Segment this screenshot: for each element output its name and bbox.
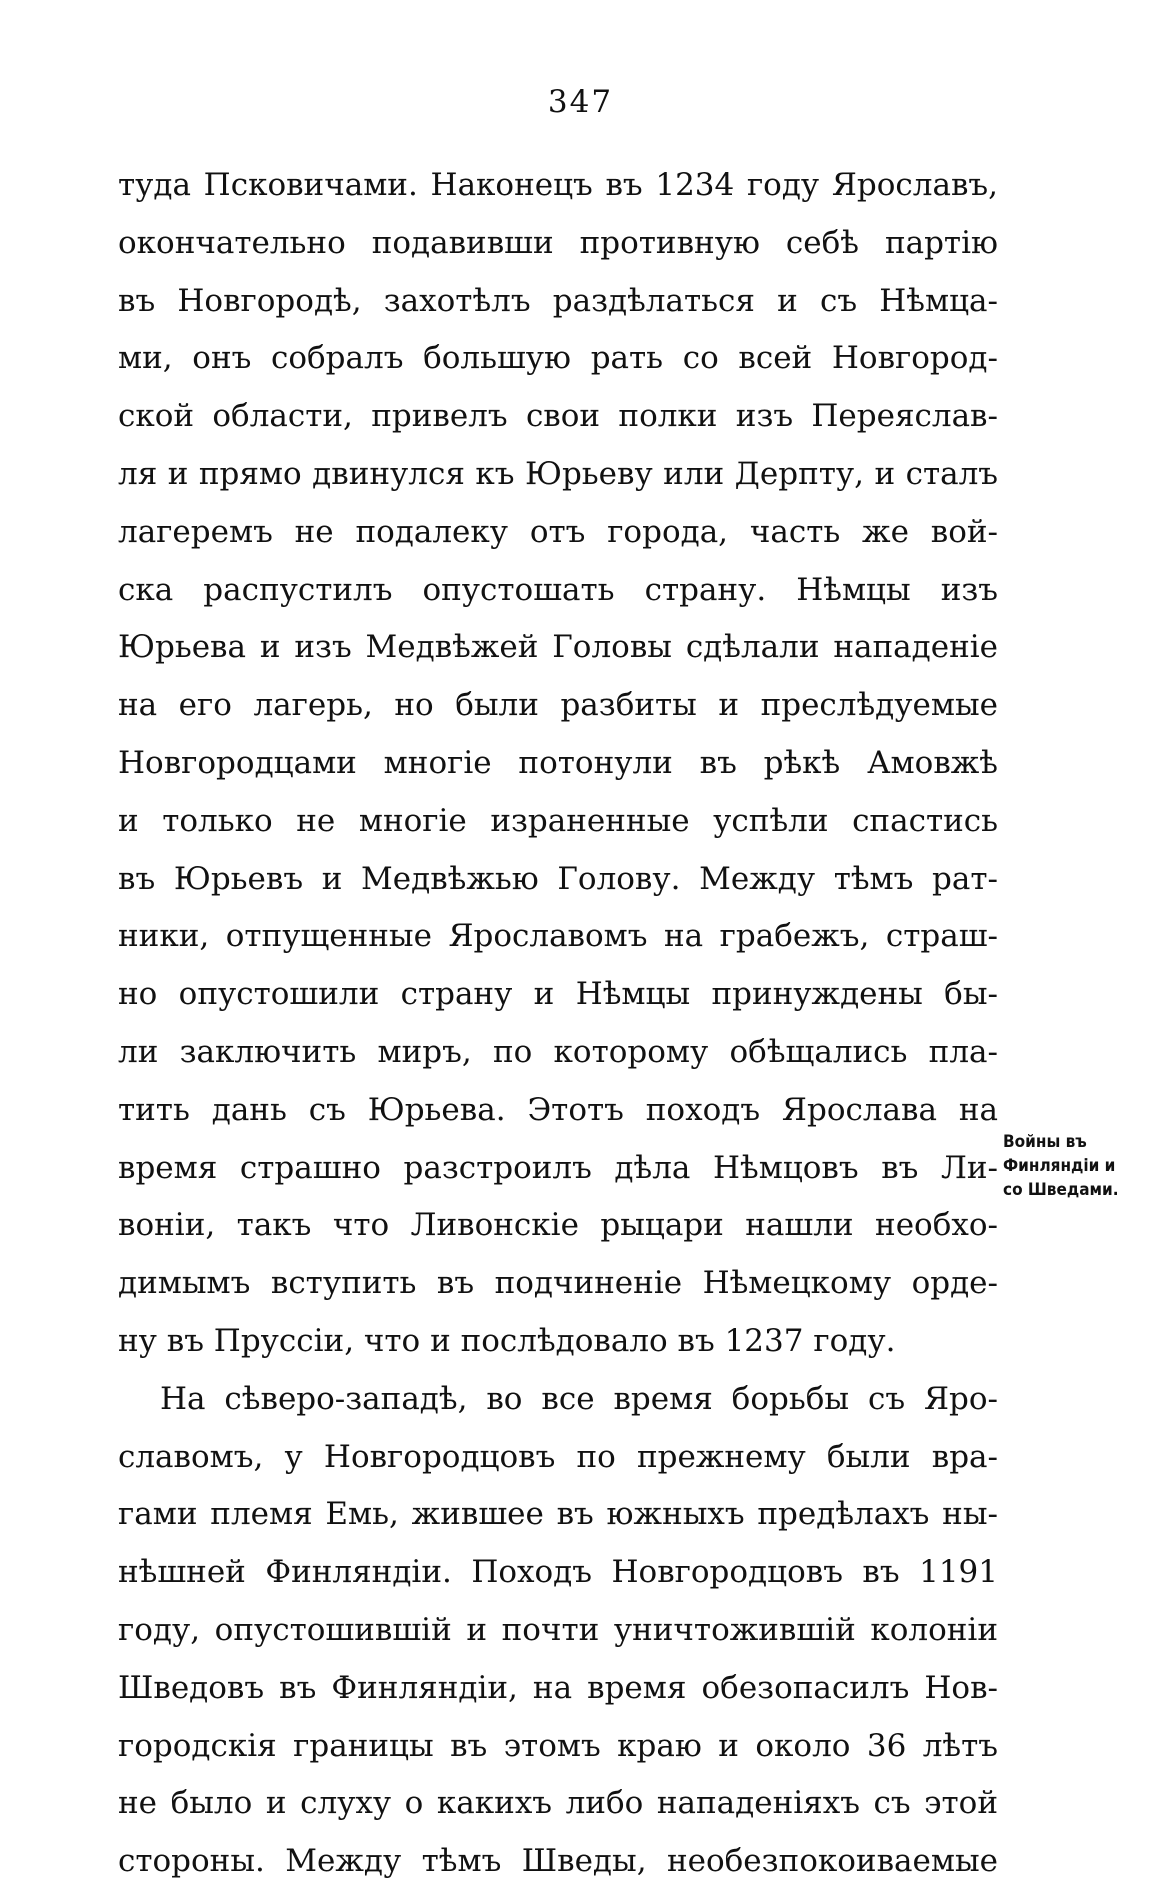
text-line: димымъ вступить въ подчиненіе Нѣмецкому орде- bbox=[118, 1265, 998, 1302]
text-line: въ Юрьевъ и Медвѣжью Голову. Между тѣмъ рат- bbox=[118, 860, 998, 897]
text-line: тить дань съ Юрьева. Этотъ походъ Ярослава на bbox=[118, 1091, 998, 1128]
text-line: ники, отпущенные Ярославомъ на грабежъ, страш- bbox=[118, 918, 998, 955]
text-line: ска распустилъ опустошать страну. Нѣмцы изъ bbox=[118, 571, 998, 608]
text-line: въ Новгородѣ, захотѣлъ раздѣлаться и съ Нѣмца- bbox=[118, 282, 998, 319]
marginal-note bbox=[1003, 1130, 1153, 1202]
text-line: стороны. Между тѣмъ Шведы, необезпокоиваемые bbox=[118, 1843, 998, 1880]
page-number: 347 bbox=[547, 84, 614, 120]
text-line: ской области, привелъ свои полки изъ Переяслав- bbox=[118, 398, 998, 435]
text-line: городскія границы въ этомъ краю и около 36 лѣтъ bbox=[118, 1727, 998, 1764]
text-line: ми, онъ собралъ большую рать со всей Новгород- bbox=[118, 340, 998, 377]
text-line: году, опустошившій и почти уничтожившій колоніи bbox=[118, 1611, 998, 1648]
marginal-note-line: Финляндіи и bbox=[1003, 1156, 1116, 1176]
paragraph-start-line: На сѣверо-западѣ, во все время борьбы съ Яро- bbox=[160, 1380, 998, 1417]
text-line: гами племя Емь, жившее въ южныхъ предѣлахъ ны- bbox=[118, 1496, 998, 1533]
text-line: Новгородцами многіе потонули въ рѣкѣ Амовжѣ bbox=[118, 744, 998, 781]
text-line: воніи, такъ что Ливонскіе рыцари нашли необхо- bbox=[118, 1207, 998, 1244]
text-line: время страшно разстроилъ дѣла Нѣмцовъ въ Ли- bbox=[118, 1149, 998, 1186]
text-line: ли заключить миръ, по которому обѣщались пла- bbox=[118, 1033, 998, 1070]
text-line: Шведовъ въ Финляндіи, на время обезопасилъ Нов- bbox=[118, 1669, 998, 1706]
text-line: туда Псковичами. Наконецъ въ 1234 году Ярославъ, bbox=[118, 167, 998, 203]
text-line: нѣшней Финляндіи. Походъ Новгородцовъ въ 1191 bbox=[118, 1554, 998, 1591]
text-line: Юрьева и изъ Медвѣжей Головы сдѣлали нападеніе bbox=[118, 629, 998, 666]
text-line: на его лагерь, но были разбиты и преслѣдуемые bbox=[118, 687, 998, 724]
text-line: лагеремъ не подалеку отъ города, часть же вой- bbox=[118, 513, 998, 550]
text-line: ля и прямо двинулся къ Юрьеву или Дерпту, и сталъ bbox=[118, 455, 998, 492]
marginal-note-line: Войны въ bbox=[1003, 1132, 1087, 1152]
text-line: ну въ Пруссіи, что и послѣдовало въ 1237 году. bbox=[118, 1322, 896, 1359]
text-line: не было и слуху о какихъ либо нападеніяхъ съ этой bbox=[118, 1785, 998, 1822]
text-line: но опустошили страну и Нѣмцы принуждены бы- bbox=[118, 976, 998, 1013]
marginal-note-line: со Шведами. bbox=[1003, 1180, 1119, 1200]
text-line: и только не многіе израненные успѣли спастись bbox=[118, 802, 998, 839]
text-line: славомъ, у Новгородцовъ по прежнему были вра- bbox=[118, 1438, 998, 1475]
body-text bbox=[118, 157, 998, 1891]
text-line: окончательно подавивши противную себѣ партію bbox=[118, 224, 998, 261]
